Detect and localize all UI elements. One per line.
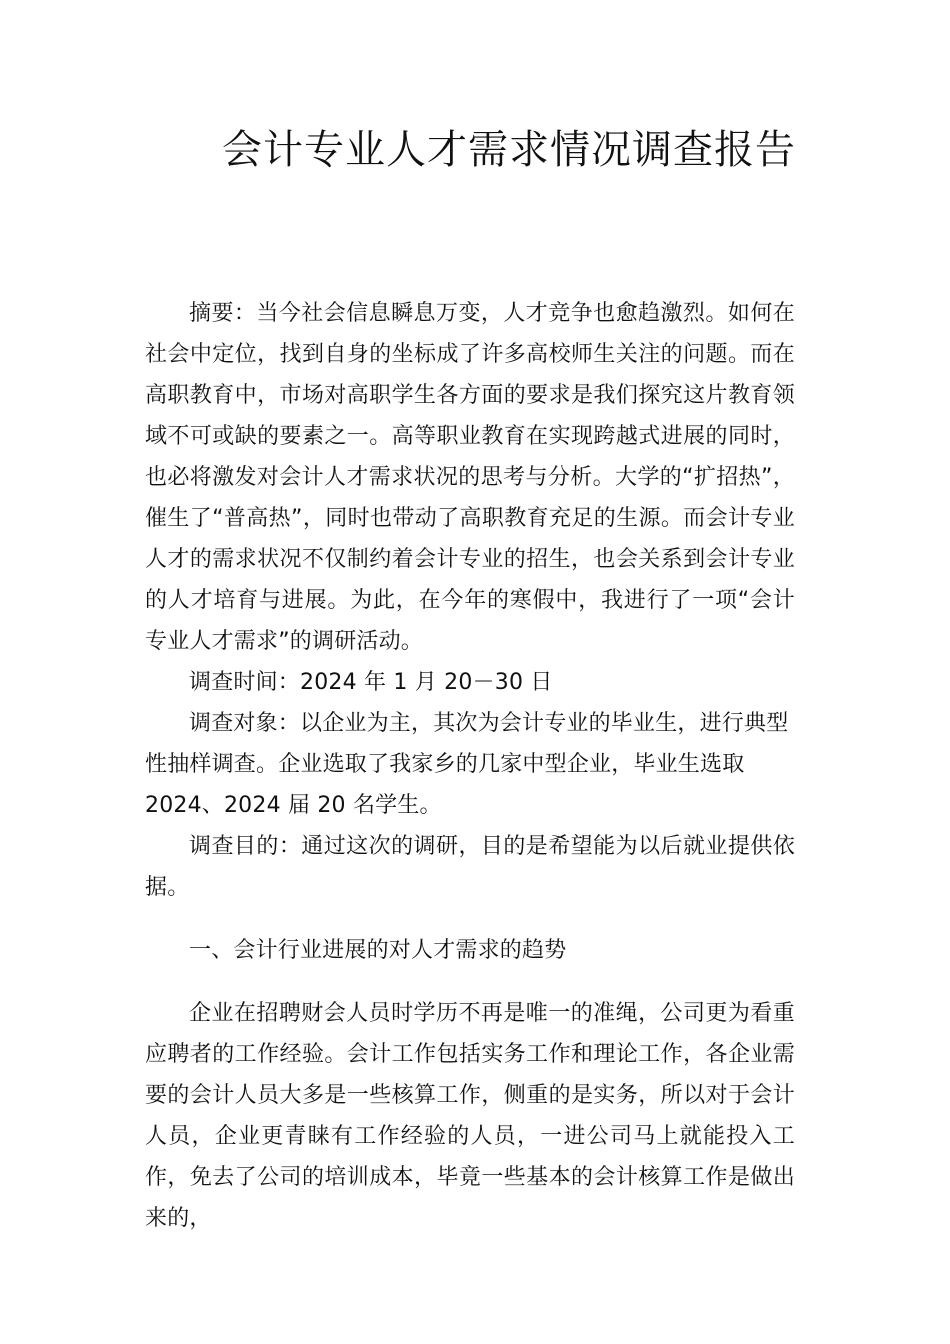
- section-paragraph: 企业在招聘财会人员时学历不再是唯一的准绳，公司更为看重应聘者的工作经验。会计工作包括实务工作和理论工作，各企业需要的会计人员大多是一些核算工作，侧重的是实务，所以对于会计人员，企业更青睐有工作经验的人员，一进公司马上就能投入工作，免去了公司的培训成本，毕竟一些基本的会计核算工作是做出来的，: [145, 1001, 795, 1231]
- paragraph-spacer: [145, 908, 795, 930]
- survey-purpose: 调查目的：通过这次的调研，目的是希望能为以后就业提供依据。: [145, 834, 795, 900]
- paragraph-spacer: [145, 971, 795, 993]
- abstract-paragraph: 摘要：当今社会信息瞬息万变，人才竞争也愈趋激烈。如何在社会中定位，找到自身的坐标成了许多高校师生关注的问题。而在高职教育中，市场对高职学生各方面的要求是我们探究这片教育领域不可或缺的要素之一。高等职业教育在实现跨越式进展的同时，也必将激发对会计人才需求状况的思考与分析。大学的“扩招热”，催生了“普高热”，同时也带动了高职教育充足的生源。而会计专业人才的需求状况不仅制约着会计专业的招生，也会关系到会计专业的人才培育与进展。为此，在今年的寒假中，我进行了一项“会计专业人才需求”的调研活动。: [145, 301, 795, 654]
- survey-time: 调查时间：2024 年 1 月 20－30 日: [189, 670, 553, 695]
- document-title: 会计专业人才需求情况调查报告: [222, 127, 796, 173]
- document-body: [145, 293, 795, 1239]
- section-heading: 一、会计行业进展的对人才需求的趋势: [189, 938, 567, 963]
- survey-object: 调查对象：以企业为主，其次为会计专业的毕业生，进行典型性抽样调查。企业选取了我家乡的几家中型企业，毕业生选取2024、2024 届 20 名学生。: [145, 711, 789, 818]
